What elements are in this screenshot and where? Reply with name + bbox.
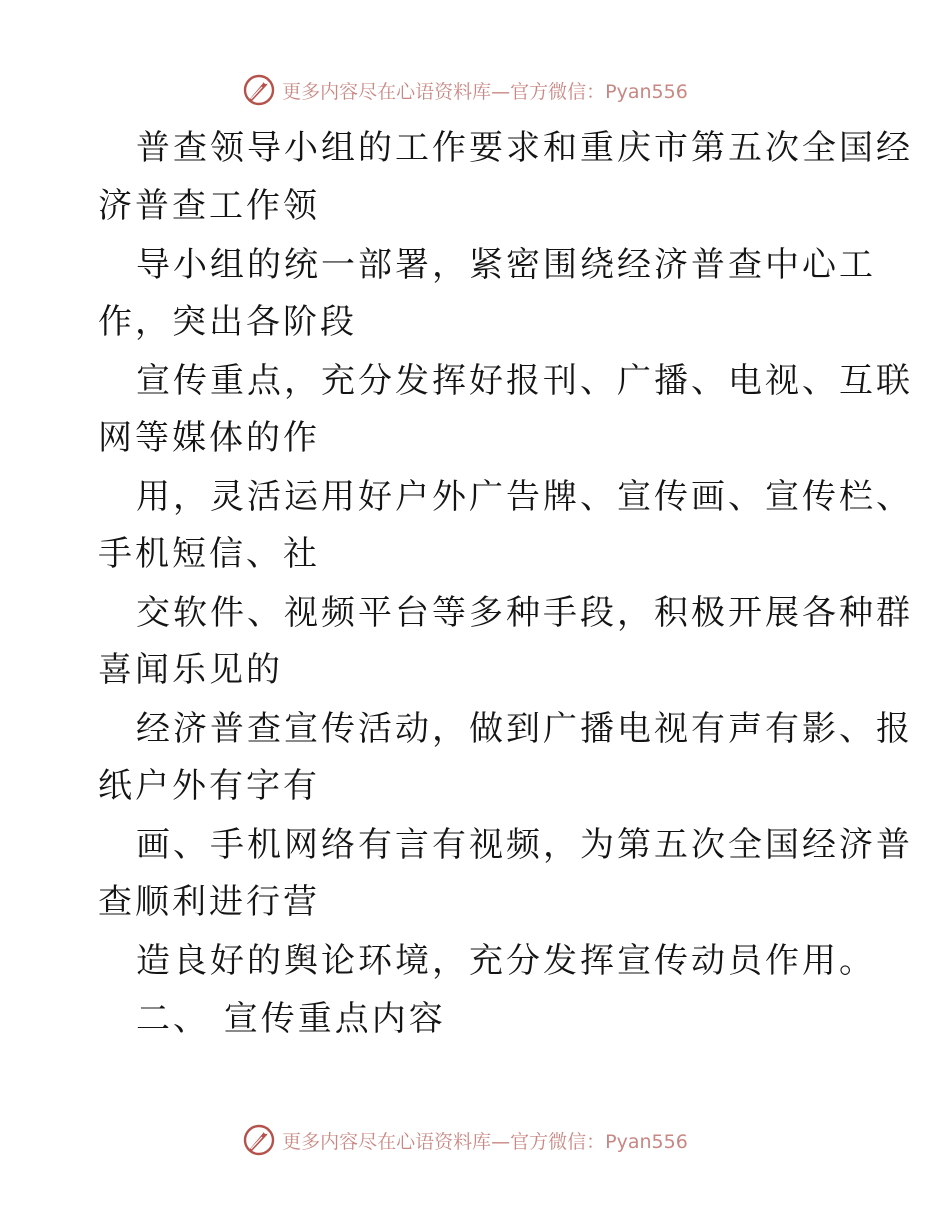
body-line-12: 纸户外有字有 [98, 766, 320, 806]
watermark-text [282, 77, 688, 104]
body-line-11: 经济普查宣传活动，做到广播电视有声有影、报 [136, 709, 913, 749]
body-line-10: 喜闻乐见的 [98, 650, 283, 690]
quill-pen-icon [242, 1123, 276, 1157]
watermark-wechat-id: Pyan556 [605, 80, 688, 103]
body-line-15: 造良好的舆论环境，充分发挥宣传动员作用。 [136, 941, 876, 981]
header-watermark [0, 70, 950, 110]
footer-watermark [0, 1120, 950, 1160]
body-line-13: 画、手机网络有言有视频，为第五次全国经济普 [136, 825, 913, 865]
body-line-4: 作，突出各阶段 [98, 302, 357, 342]
watermark-group [242, 73, 688, 107]
body-line-1: 普查领导小组的工作要求和重庆市第五次全国经 [136, 128, 913, 168]
watermark-label: 更多内容尽在心语资料库—官方微信： [282, 1130, 606, 1153]
watermark-text [282, 1127, 688, 1154]
watermark-group [242, 1123, 688, 1157]
quill-pen-icon [242, 73, 276, 107]
watermark-label: 更多内容尽在心语资料库—官方微信： [282, 80, 606, 103]
body-line-9: 交软件、视频平台等多种手段，积极开展各种群 [136, 593, 913, 633]
body-line-3: 导小组的统一部署，紧密围绕经济普查中心工 [136, 245, 876, 285]
body-line-7: 用，灵活运用好户外广告牌、宣传画、宣传栏、 [136, 477, 913, 517]
body-line-6: 网等媒体的作 [98, 418, 320, 458]
body-line-2: 济普查工作领 [98, 186, 320, 226]
body-line-14: 查顺利进行营 [98, 882, 320, 922]
body-line-5: 宣传重点，充分发挥好报刊、广播、电视、互联 [136, 361, 913, 401]
section-heading: 二、 宣传重点内容 [136, 999, 446, 1039]
watermark-wechat-id: Pyan556 [605, 1130, 688, 1153]
body-line-8: 手机短信、社 [98, 534, 320, 574]
